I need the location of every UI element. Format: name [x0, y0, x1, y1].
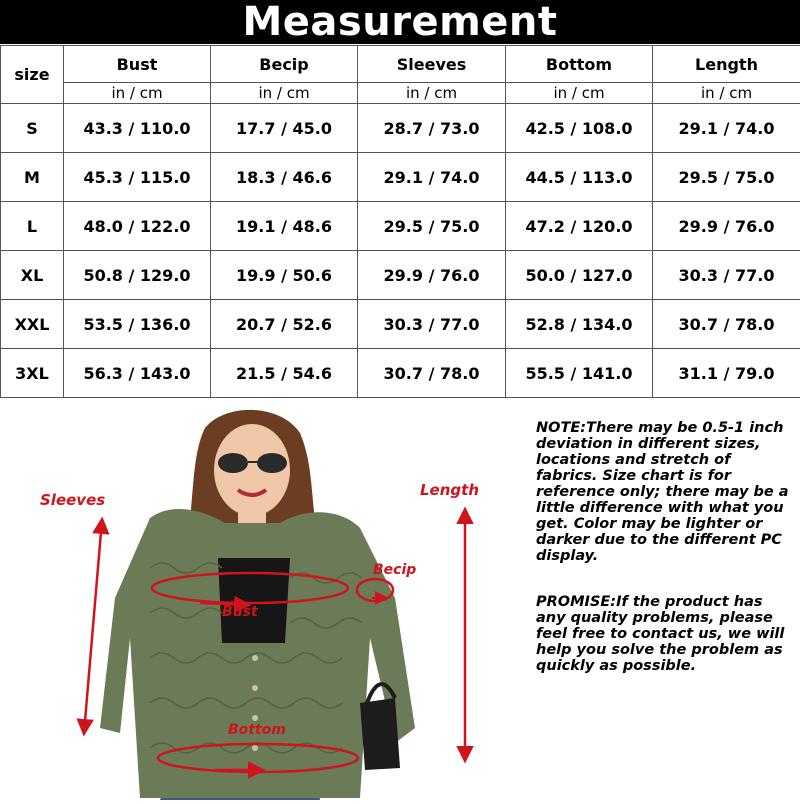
page-title: Measurement — [0, 0, 800, 44]
table-cell: 18.3 / 46.6 — [211, 153, 358, 202]
table-cell: 19.1 / 48.6 — [211, 202, 358, 251]
table-cell: 28.7 / 73.0 — [358, 104, 506, 153]
table-cell: 29.1 / 74.0 — [653, 104, 800, 153]
table-cell: 30.7 / 78.0 — [358, 349, 506, 398]
unit-label: in / cm — [653, 83, 800, 104]
size-cell: XL — [1, 251, 64, 300]
size-cell: L — [1, 202, 64, 251]
size-chart-table — [0, 45, 800, 398]
label-length: Length — [420, 481, 479, 499]
column-header-bottom: Bottom — [506, 46, 653, 83]
table-cell: 45.3 / 115.0 — [64, 153, 211, 202]
unit-label: in / cm — [506, 83, 653, 104]
table-cell: 50.8 / 129.0 — [64, 251, 211, 300]
table-cell: 42.5 / 108.0 — [506, 104, 653, 153]
quality-promise: PROMISE:If the product has any quality problems, please feel free to contact us, we will help you solve the problem as quickly as possible. — [536, 594, 796, 674]
table-cell: 29.9 / 76.0 — [653, 202, 800, 251]
table-cell: 30.3 / 77.0 — [358, 300, 506, 349]
table-cell: 19.9 / 50.6 — [211, 251, 358, 300]
table-cell: 52.8 / 134.0 — [506, 300, 653, 349]
column-header-sleeves: Sleeves — [358, 46, 506, 83]
label-becip: Becip — [373, 562, 416, 578]
table-cell: 29.5 / 75.0 — [358, 202, 506, 251]
table-header-row — [1, 46, 800, 83]
size-column-header: size — [1, 46, 64, 104]
table-row — [1, 349, 800, 398]
notes-panel — [536, 420, 796, 704]
table-cell: 20.7 / 52.6 — [211, 300, 358, 349]
sizing-note: NOTE:There may be 0.5-1 inch deviation in different sizes, locations and stretch of fabrics. Size chart is for reference only; there may be a little difference with what you get. Color may be lighter or darker due to the different PC display. — [536, 420, 796, 564]
column-header-length: Length — [653, 46, 800, 83]
column-header-bust: Bust — [64, 46, 211, 83]
size-cell: 3XL — [1, 349, 64, 398]
table-cell: 48.0 / 122.0 — [64, 202, 211, 251]
model-measurement-illustration — [0, 398, 530, 800]
size-cell: M — [1, 153, 64, 202]
table-row — [1, 153, 800, 202]
table-cell: 30.7 / 78.0 — [653, 300, 800, 349]
table-cell: 44.5 / 113.0 — [506, 153, 653, 202]
label-bottom: Bottom — [228, 722, 286, 738]
table-cell: 29.1 / 74.0 — [358, 153, 506, 202]
table-cell: 29.9 / 76.0 — [358, 251, 506, 300]
table-row — [1, 300, 800, 349]
table-cell: 50.0 / 127.0 — [506, 251, 653, 300]
label-sleeves: Sleeves — [40, 491, 105, 509]
table-cell: 55.5 / 141.0 — [506, 349, 653, 398]
table-cell: 53.5 / 136.0 — [64, 300, 211, 349]
unit-label: in / cm — [211, 83, 358, 104]
label-bust: Bust — [222, 604, 259, 620]
table-cell: 31.1 / 79.0 — [653, 349, 800, 398]
column-header-becip: Becip — [211, 46, 358, 83]
size-cell: XXL — [1, 300, 64, 349]
table-row — [1, 202, 800, 251]
unit-label: in / cm — [358, 83, 506, 104]
table-cell: 30.3 / 77.0 — [653, 251, 800, 300]
table-unit-row — [1, 83, 800, 104]
table-cell: 43.3 / 110.0 — [64, 104, 211, 153]
table-cell: 29.5 / 75.0 — [653, 153, 800, 202]
table-cell: 17.7 / 45.0 — [211, 104, 358, 153]
table-row — [1, 104, 800, 153]
table-cell: 21.5 / 54.6 — [211, 349, 358, 398]
table-row — [1, 251, 800, 300]
unit-label: in / cm — [64, 83, 211, 104]
jacket-diagram-svg — [0, 398, 530, 800]
table-cell: 56.3 / 143.0 — [64, 349, 211, 398]
size-cell: S — [1, 104, 64, 153]
table-cell: 47.2 / 120.0 — [506, 202, 653, 251]
